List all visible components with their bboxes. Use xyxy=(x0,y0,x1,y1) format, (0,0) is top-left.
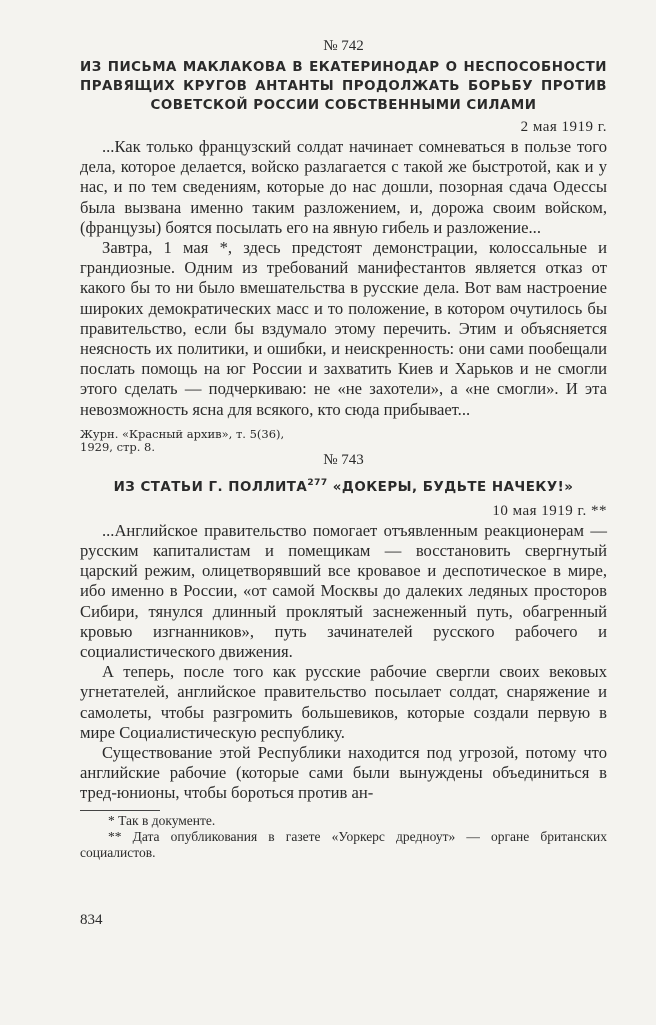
document-date: 10 мая 1919 г. ** xyxy=(492,502,607,519)
paragraph: А теперь, после того как русские рабочие свергли своих вековых угнетателей, английское правительство посылает солдат, снаряжение и самолеты, чтобы разгромить большевиков, которые создали первую в мире Социалистическую республику. xyxy=(80,662,607,742)
footnote-divider xyxy=(80,810,160,811)
document-number: № 743 xyxy=(323,451,364,468)
source-line: Журн. «Красный архив», т. 5(36), xyxy=(80,426,285,441)
document-742 xyxy=(80,36,607,454)
title-text: ИЗ СТАТЬИ Г. ПОЛЛИТА xyxy=(113,479,308,495)
paragraph: Существование этой Республики находится под угрозой, потому что английские рабочие (которые сами были вынуждены объединиться в тред-юнионы, чтобы бороться против ан- xyxy=(80,743,607,803)
footnote: ** Дата опубликования в газете «Уоркерс дредноут» — органе британских социалистов. xyxy=(80,828,607,860)
paragraph: ...Как только французский солдат начинает сомневаться в пользе того дела, которое делается, войско разлагается с такой же быстротой, как и у нас, и по тем сведениям, которые до нас дошли, позорная сдача Одессы была вызвана именно таким разложением, и, дорожа своим войском, (французы) боятся посылать его на явную гибель и разложение... xyxy=(80,137,607,237)
page-content xyxy=(80,36,607,861)
footnote: * Так в документе. xyxy=(108,812,216,828)
paragraph: ...Английское правительство помогает отъявленным реакционерам — русским капиталистам и помещикам — восстановить свергнутый царский режим, олицетворявший все кровавое и деспотическое в мире, ибо именно в России, «от самой Москвы до далеких ледяных просторов Сибири, тянулся длинный проклятый заснеженный путь, обагренный кровью изгнанников», путь зачинателей русского рабочего и социалистического движения. xyxy=(80,520,607,662)
paragraph: Завтра, 1 мая *, здесь предстоят демонстрации, колоссальные и грандиозные. Одним из требований манифестантов является отказ от какого бы то ни было вмешательства в русские дела. Вот вам настроение широких демократических масс и то положение, в котором очутилось бы правительство, если бы вздумало этому перечить. Этим и объясняется неясность их политики, и ошибки, и неискренность: они сами пообещали послать помощь на юг России и захватить Киев и Харьков и не смогли этого сделать — подчеркиваю: не «не захотели», а «не смогли». И эта невозможность ясна для всякого, кто сюда прибывает... xyxy=(80,238,607,419)
source-line: 1929, стр. 8. xyxy=(80,439,156,454)
document-743 xyxy=(80,450,607,804)
title-text: «ДОКЕРЫ, БУДЬТЕ НАЧЕКУ!» xyxy=(327,479,574,495)
document-title xyxy=(80,474,607,497)
document-date: 2 мая 1919 г. xyxy=(520,119,607,135)
endnote-ref: 277 xyxy=(307,477,328,488)
page-number: 834 xyxy=(80,912,103,928)
document-number: № 742 xyxy=(323,38,364,54)
document-title: ИЗ ПИСЬМА МАКЛАКОВА В ЕКАТЕРИНОДАР О НЕСПОСОБНОСТИ ПРАВЯЩИХ КРУГОВ АНТАНТЫ ПРОДОЛЖАТЬ БОРЬБУ ПРОТИВ СОВЕТСКОЙ РОССИИ СОБСТВЕННЫМИ СИЛАМИ xyxy=(80,60,607,113)
